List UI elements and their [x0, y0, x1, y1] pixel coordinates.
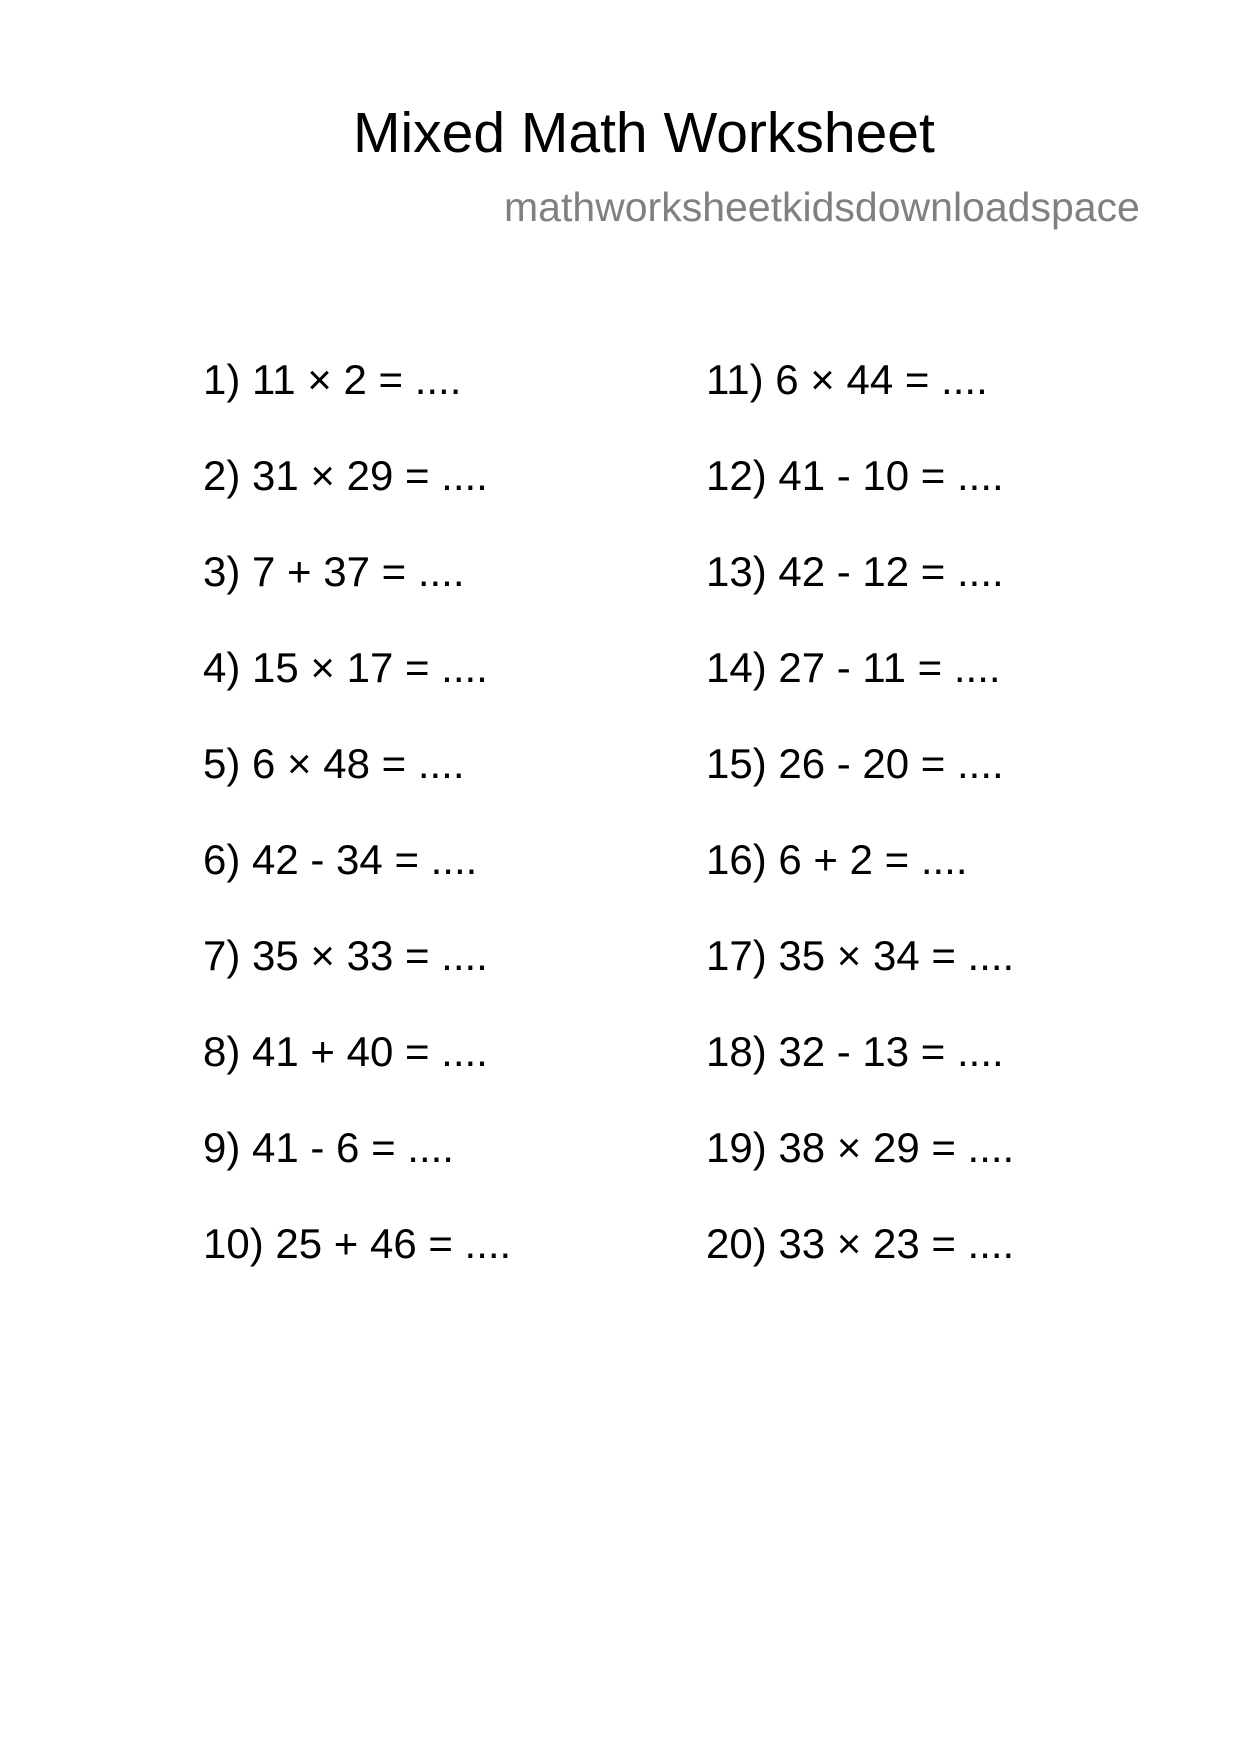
problem-item: 9) 41 - 6 = ....: [203, 1124, 454, 1171]
problems-column-left: [203, 352, 511, 1312]
problem-item: 4) 15 × 17 = ....: [203, 644, 488, 691]
problem-item: 18) 32 - 13 = ....: [706, 1028, 1004, 1075]
problem-item: 2) 31 × 29 = ....: [203, 452, 488, 499]
problem-item: 17) 35 × 34 = ....: [706, 932, 1015, 979]
problem-item: 8) 41 + 40 = ....: [203, 1028, 488, 1075]
problem-item: 5) 6 × 48 = ....: [203, 740, 465, 787]
worksheet-subtitle: mathworksheetkidsdownloadspace: [504, 184, 1140, 230]
problem-item: 14) 27 - 11 = ....: [706, 644, 1001, 691]
problems-column-right: [706, 352, 1014, 1312]
problem-item: 20) 33 × 23 = ....: [706, 1220, 1015, 1267]
worksheet-title: Mixed Math Worksheet: [353, 101, 935, 165]
problem-item: 12) 41 - 10 = ....: [706, 452, 1004, 499]
problem-item: 15) 26 - 20 = ....: [706, 740, 1004, 787]
problem-item: 1) 11 × 2 = ....: [203, 356, 462, 403]
problem-item: 3) 7 + 37 = ....: [203, 548, 465, 595]
problem-item: 10) 25 + 46 = ....: [203, 1220, 512, 1267]
problem-item: 19) 38 × 29 = ....: [706, 1124, 1015, 1171]
problem-item: 6) 42 - 34 = ....: [203, 836, 478, 883]
problem-item: 16) 6 + 2 = ....: [706, 836, 968, 883]
problem-item: 11) 6 × 44 = ....: [706, 356, 988, 403]
problem-item: 13) 42 - 12 = ....: [706, 548, 1004, 595]
problem-item: 7) 35 × 33 = ....: [203, 932, 488, 979]
